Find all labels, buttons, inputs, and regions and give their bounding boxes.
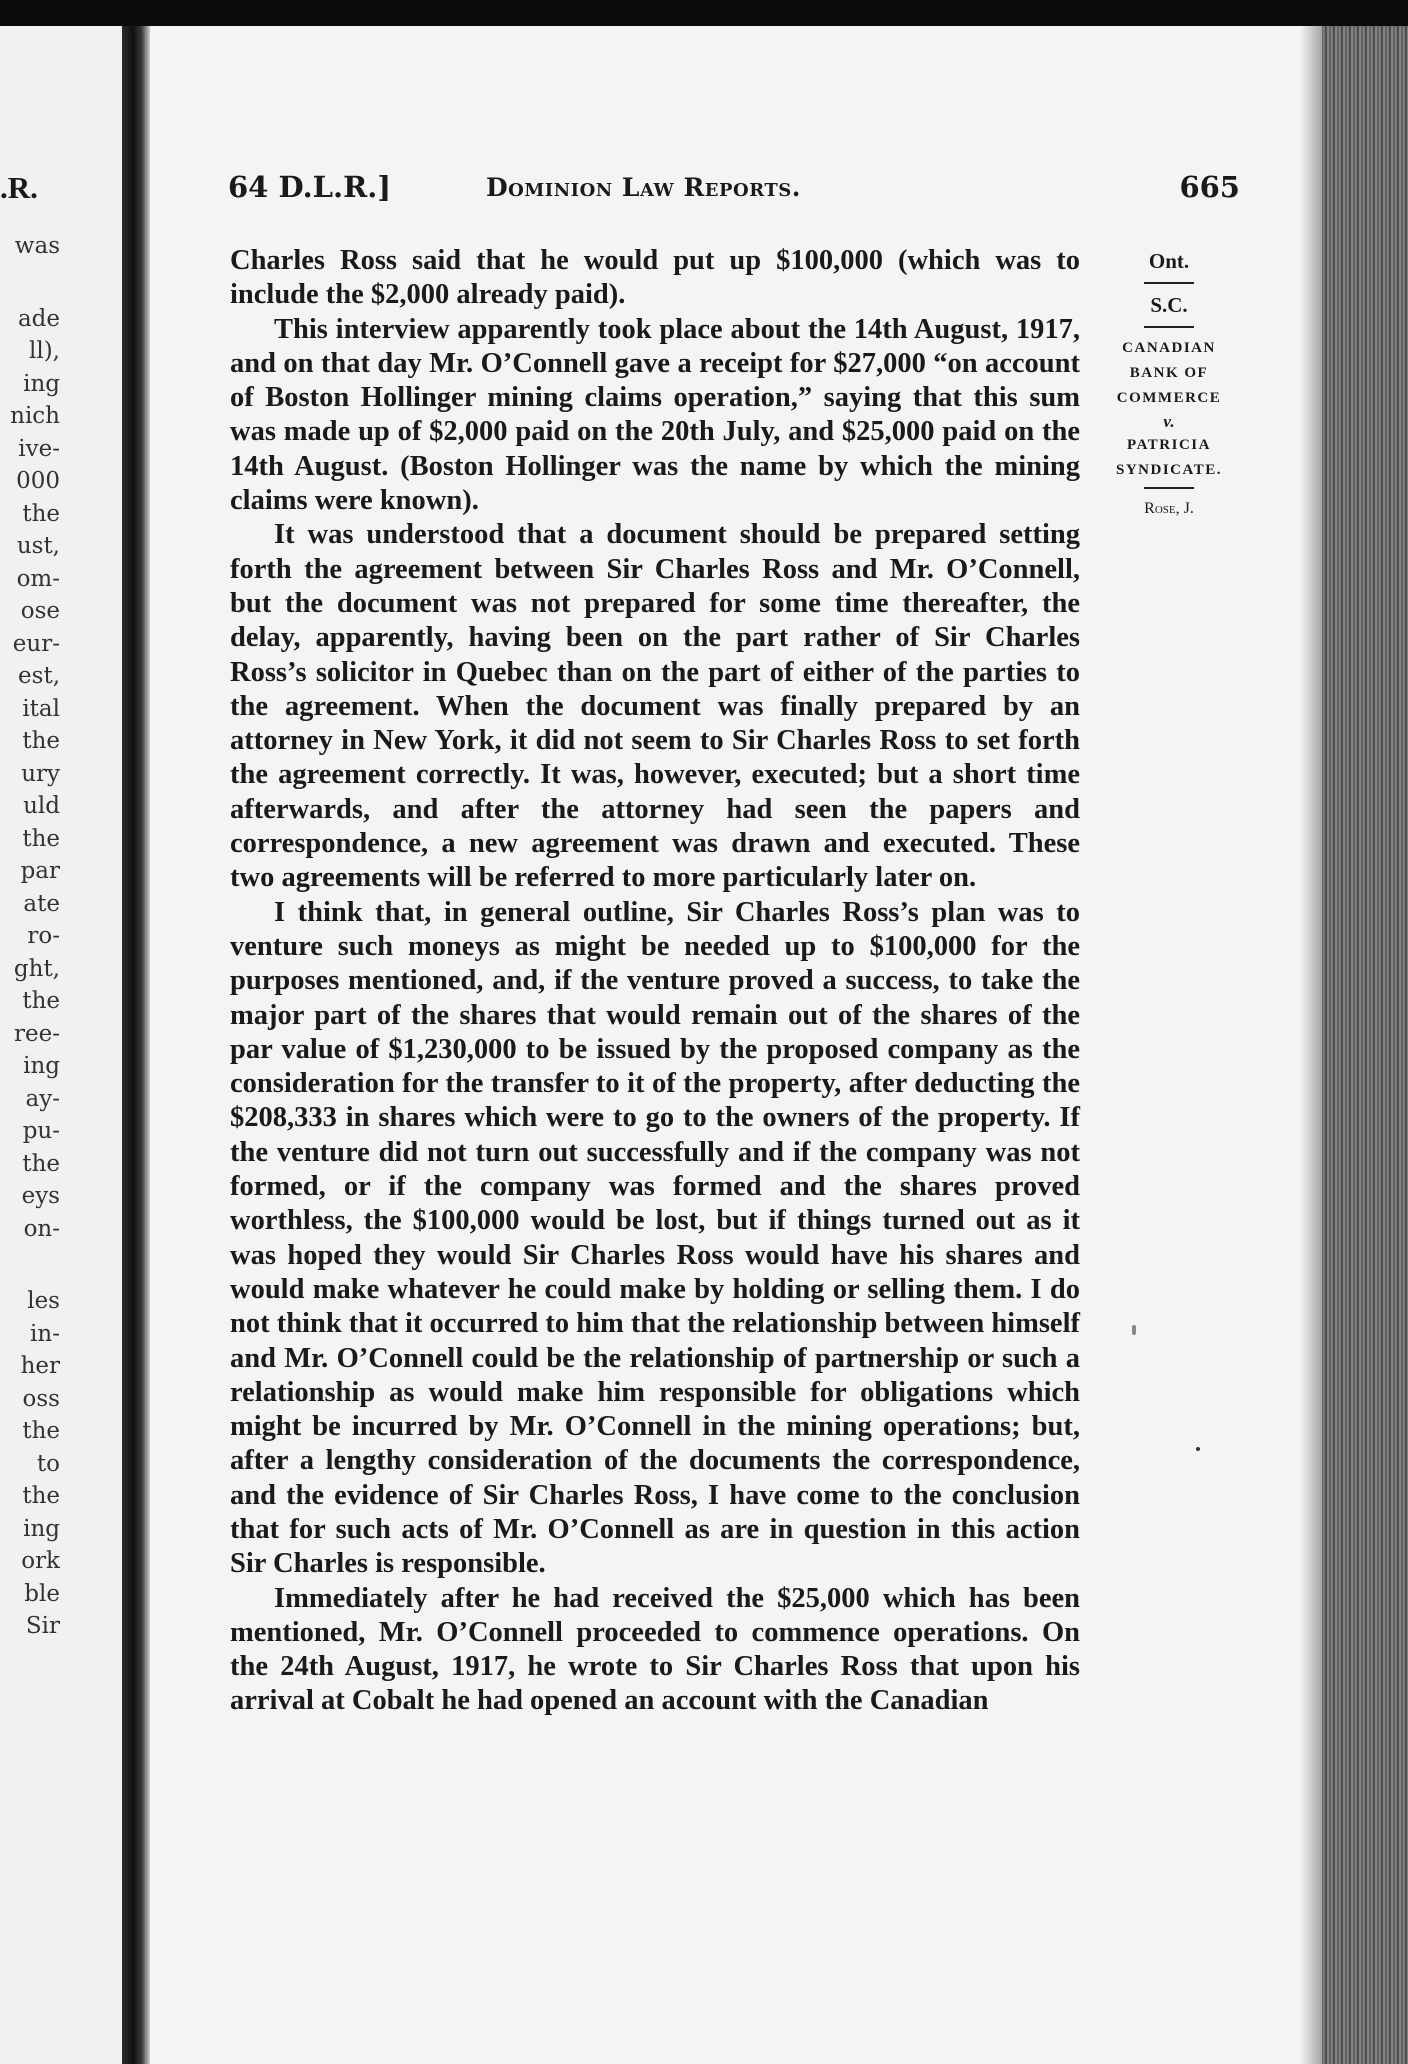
facing-page-fragment: ing (23, 1053, 60, 1079)
facing-page-fragment: ork (21, 1548, 60, 1574)
divider (1144, 487, 1194, 489)
facing-page-fragment: was (14, 233, 60, 259)
facing-page-fragment: oss (22, 1385, 60, 1412)
facing-page-fragment: the (22, 500, 60, 527)
facing-page-fragment: ury (21, 760, 60, 787)
facing-page-fragment: in- (30, 1320, 60, 1347)
facing-page-fragment (0, 263, 60, 303)
divider (1144, 282, 1194, 284)
facing-page-fragment: ital (22, 695, 60, 722)
facing-page-fragment: on- (23, 1215, 60, 1242)
facing-page-fragment: ate (23, 890, 60, 917)
paragraph: Charles Ross said that he would put up $100,000 (which was to include the $2,000 already paid). (230, 245, 1080, 311)
facing-page-fragment: ght, (13, 955, 60, 982)
facing-page-fragment: the (22, 1483, 60, 1509)
paragraph: Immediately after he had received the $25,000 which has been mentioned, Mr. O’Connell proceeded to commence operations. On the 24th August, 1917, he wrote to Sir Charles Ross that upon his arrival at Cobalt he had opened an account with the Canadian (230, 1582, 1080, 1717)
running-title: Dominion Law Reports. (486, 173, 801, 202)
facing-page-fragment: ose (20, 598, 60, 624)
facing-page-fragment: ro- (27, 923, 60, 949)
paragraph: I think that, in general outline, Sir Charles Ross’s plan was to venture such moneys as might be needed up to $100,000 for the purposes mentioned, and, if the venture proved a success, to take the major part of the shares that would remain out of the shares of the par value of $1,230,000 to be issued by the proposed company as the consideration for the transfer to it of the property, after deducting the $208,333 in shares which were to go to the owners of the property. If the venture did not turn out successfully and if the company was not formed, or if the company was formed and the shares proved worthless, the $100,000 would be lost, but if things turned out as it was hoped they would Sir Charles Ross would have his shares and would make whatever he could make by holding or selling them. I do not think that it occurred to him that the relationship between himself and Mr. O’Connell could be the relationship of partnership or such a relationship as would make him responsible for obligations which might be incurred by Mr. O’Connell in the mining operations; but, after a lengthy consideration of the documents the correspondence, and the evidence of Sir Charles Ross, I have come to the conclusion that for such acts of Mr. O’Connell as are in question in this action Sir Charles is responsible. (230, 896, 1080, 1580)
facing-page-fragment: ble (24, 1580, 60, 1607)
jurisdiction: Ont. (1148, 249, 1190, 273)
case-party-line: BANK OF (1129, 365, 1209, 381)
facing-page-fragment: pu- (22, 1118, 60, 1144)
facing-page-fragment: ing (23, 370, 60, 397)
facing-page-fragment: the (22, 825, 60, 852)
case-party-line: CANADIAN (1122, 340, 1216, 356)
facing-page-fragment: par (20, 858, 60, 884)
court: S.C. (1150, 293, 1188, 317)
book-page-edges (1322, 26, 1408, 2064)
facing-page-fragment (0, 1245, 60, 1285)
facing-page-header: .R. (0, 170, 38, 205)
case-party-line: PATRICIA (1127, 437, 1211, 453)
paragraph: This interview apparently took place about the 14th August, 1917, and on that day Mr. O’Connell gave a receipt for $27,000 “on account of Boston Hollinger mining claims operation,” saying that this sum was made up of $2,000 paid on the 20th July, and $25,000 paid on the 14th August. (Boston Hollinger was the name by which the mining claims were known). (230, 313, 1080, 517)
facing-page-fragment: the (22, 988, 60, 1014)
case-party-defendant (1098, 433, 1240, 483)
judge: Rose, J. (1144, 500, 1194, 517)
body-text (230, 244, 1080, 1719)
facing-page-fragment: nich (10, 403, 60, 429)
facing-page-fragment: 000 (16, 468, 60, 494)
divider (1144, 326, 1194, 328)
page-header (228, 170, 1240, 210)
facing-page-fragment: Sir (25, 1613, 60, 1639)
facing-page-fragment: om- (16, 565, 60, 592)
facing-page-line-fragments (0, 230, 60, 1643)
case-party-line: SYNDICATE. (1116, 462, 1222, 478)
case-party-line: COMMERCE (1116, 390, 1222, 406)
top-border (0, 0, 1408, 26)
scan-speck (1132, 1325, 1136, 1335)
facing-page-fragment: ing (23, 1515, 60, 1542)
page-number: 665 (1179, 170, 1240, 204)
volume-reference: 64 D.L.R.] (228, 170, 392, 204)
scan-dot (1196, 1447, 1200, 1451)
case-party-plaintiff (1098, 336, 1240, 411)
facing-page-fragment: her (20, 1353, 60, 1379)
facing-page-fragment: eur- (12, 630, 60, 657)
margin-note (1098, 244, 1240, 521)
facing-page-fragment: to (36, 1450, 60, 1477)
facing-page-fragment: the (22, 1150, 60, 1177)
facing-page-fragment: est, (18, 663, 60, 689)
facing-page-fragment: ust, (16, 533, 60, 559)
paragraph: It was understood that a document should be prepared setting forth the agreement between Sir Charles Ross and Mr. O’Connell, but the document was not prepared for some time thereafter, the delay, apparently, having been on the part rather of Sir Charles Ross’s solicitor in Quebec than on the part of either of the parties to the agreement. When the document was finally prepared by an attorney in New York, it did not seem to Sir Charles Ross to set forth the agreement correctly. It was, however, executed; but a short time afterwards, and after the attorney had seen the papers and correspondence, a new agreement was drawn and executed. These two agreements will be referred to more particularly later on. (230, 519, 1080, 894)
facing-page-fragment: the (22, 1418, 60, 1444)
facing-page-fragment: ade (17, 305, 60, 332)
facing-page-fragment: ay- (25, 1085, 60, 1112)
versus: v. (1163, 412, 1175, 431)
edge-shade (1300, 26, 1324, 2064)
facing-page-fragment: ree- (14, 1020, 60, 1047)
facing-page-fragment: eys (21, 1183, 60, 1209)
facing-page-fragment: ll), (29, 338, 60, 364)
facing-page-fragment: ive- (18, 435, 60, 462)
facing-page-fragment: uld (23, 793, 60, 819)
page-gutter (122, 26, 150, 2064)
facing-page-fragment: the (22, 728, 60, 754)
facing-page-fragment: les (27, 1288, 60, 1314)
